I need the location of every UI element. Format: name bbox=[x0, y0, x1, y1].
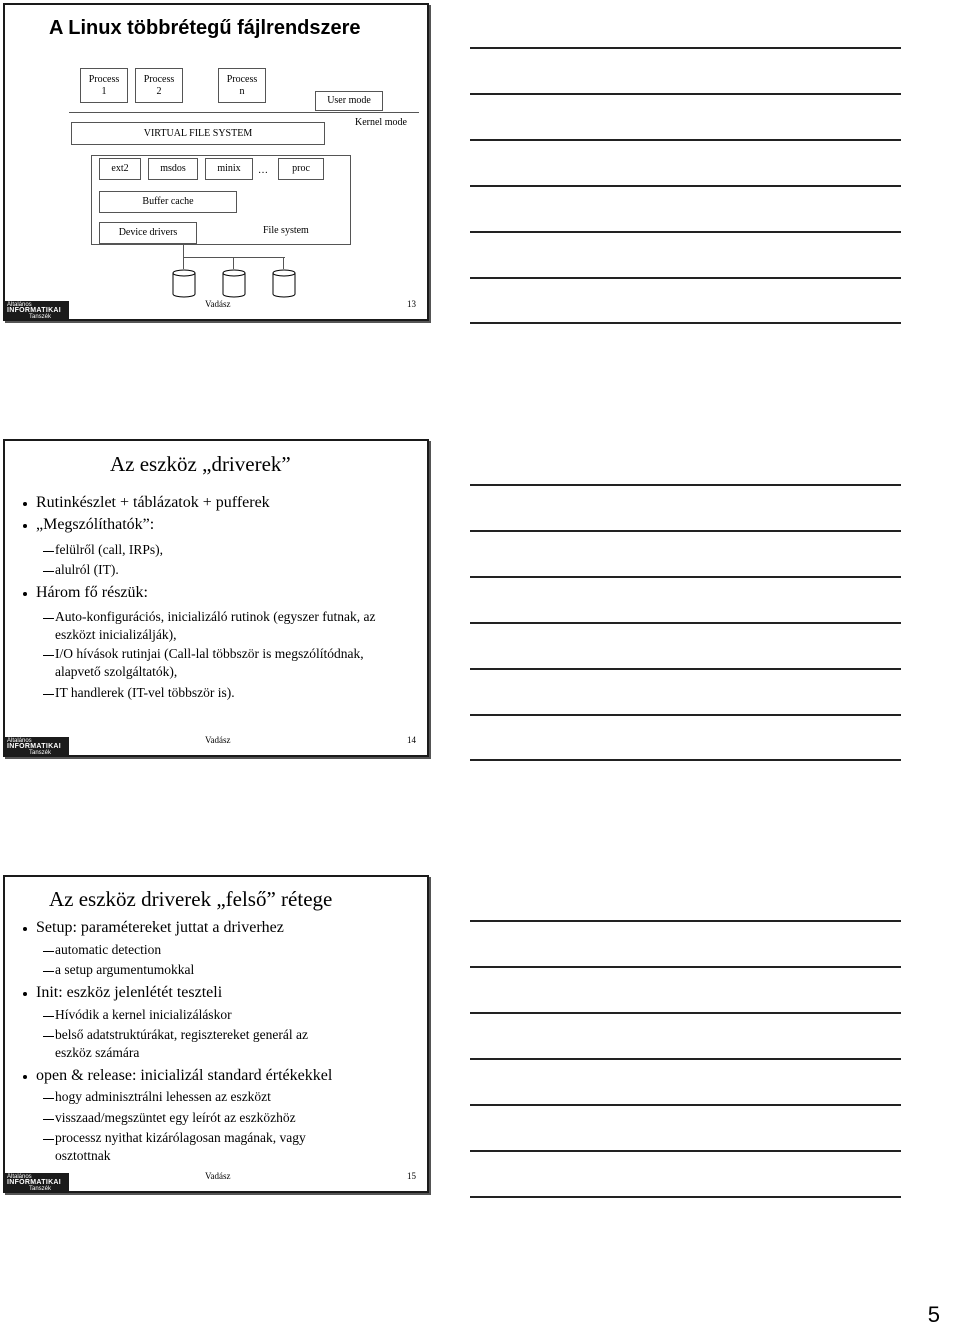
ellipsis-label: … bbox=[258, 165, 268, 176]
process-2-line1: Process bbox=[143, 73, 175, 85]
note-line bbox=[470, 1150, 901, 1152]
slide-number: 15 bbox=[407, 1171, 416, 1181]
note-line bbox=[470, 1104, 901, 1106]
note-line bbox=[470, 530, 901, 532]
note-line bbox=[470, 576, 901, 578]
note-line bbox=[470, 322, 901, 324]
proc-box bbox=[278, 158, 324, 180]
note-line bbox=[470, 484, 901, 486]
logo-line3: Tanszék bbox=[29, 314, 52, 319]
device-drivers-box bbox=[99, 222, 197, 244]
sub-bullet-item: I/O hívások rutinjai (Call-lal többször is megszólítódnak, bbox=[55, 646, 364, 661]
department-logo bbox=[5, 1173, 69, 1191]
disk-bus-line bbox=[183, 257, 285, 258]
slide-15 bbox=[3, 875, 429, 1193]
note-line bbox=[470, 920, 901, 922]
note-line bbox=[470, 622, 901, 624]
note-line bbox=[470, 714, 901, 716]
disk2-connector bbox=[233, 257, 234, 269]
logo-line1: Általános bbox=[7, 1174, 32, 1180]
bullet-item: Init: eszköz jelenlétét teszteli bbox=[36, 984, 223, 1001]
process-2-line2: 2 bbox=[156, 85, 162, 97]
department-logo bbox=[5, 737, 69, 755]
bullet-dot bbox=[23, 927, 27, 931]
bullet-item: Setup: paramétereket juttat a driverhez bbox=[36, 919, 284, 936]
logo-line1: Általános bbox=[7, 738, 32, 744]
bullet-dash bbox=[43, 1119, 54, 1120]
slide-author: Vadász bbox=[205, 735, 231, 745]
bullet-item: open & release: inicializál standard értékekkel bbox=[36, 1067, 333, 1084]
sub-bullet-item: osztottnak bbox=[55, 1148, 111, 1163]
disk1-connector bbox=[183, 257, 184, 269]
bullet-item: „Megszólíthatók”: bbox=[36, 516, 155, 533]
disk-icon bbox=[171, 269, 197, 299]
file-system-label: File system bbox=[263, 225, 309, 236]
sub-bullet-item: Hívódik a kernel inicializáláskor bbox=[55, 1007, 232, 1022]
sub-bullet-item: hogy adminisztrálni lehessen az eszközt bbox=[55, 1089, 271, 1104]
slide-author: Vadász bbox=[205, 299, 231, 309]
buffer-cache-label: Buffer cache bbox=[142, 196, 194, 207]
bullet-item: Három fő részük: bbox=[36, 584, 148, 601]
bullet-dash bbox=[43, 694, 54, 695]
sub-bullet-item: a setup argumentumokkal bbox=[55, 962, 195, 977]
note-line bbox=[470, 759, 901, 761]
minix-box bbox=[205, 158, 253, 180]
process-2-box bbox=[135, 68, 183, 103]
vfs-label: VIRTUAL FILE SYSTEM bbox=[143, 127, 253, 139]
note-line bbox=[470, 93, 901, 95]
logo-line3: Tanszék bbox=[29, 1186, 52, 1191]
note-line bbox=[470, 185, 901, 187]
logo-line2: INFORMATIKAI bbox=[7, 1179, 62, 1186]
bullet-dash bbox=[43, 655, 54, 656]
process-n-line2: n bbox=[239, 85, 245, 97]
bullet-dash bbox=[43, 571, 54, 572]
sub-bullet-item: felülről (call, IRPs), bbox=[55, 542, 163, 557]
mode-boundary-line bbox=[69, 112, 419, 113]
slide-number: 13 bbox=[407, 299, 416, 309]
minix-label: minix bbox=[217, 163, 241, 174]
note-line bbox=[470, 47, 901, 49]
device-drivers-label: Device drivers bbox=[118, 227, 178, 238]
sub-bullet-item: alapvető szolgáltatók), bbox=[55, 664, 178, 679]
disk3-connector bbox=[283, 257, 284, 269]
logo-line1: Általános bbox=[7, 302, 32, 308]
kernel-mode-label: Kernel mode bbox=[355, 117, 407, 128]
sub-bullet-item: visszaad/megszüntet egy leírót az eszközhöz bbox=[55, 1110, 296, 1125]
slide-title: Az eszköz „driverek” bbox=[110, 452, 291, 476]
sub-bullet-item: IT handlerek (IT-vel többször is). bbox=[55, 685, 235, 700]
note-line bbox=[470, 1058, 901, 1060]
note-line bbox=[470, 1196, 901, 1198]
process-1-line1: Process bbox=[88, 73, 120, 85]
vfs-box bbox=[71, 122, 325, 145]
note-line bbox=[470, 139, 901, 141]
disk-icon bbox=[271, 269, 297, 299]
logo-line3: Tanszék bbox=[29, 750, 52, 755]
slide-14 bbox=[3, 439, 429, 757]
sub-bullet-item: processz nyithat kizárólagosan magának, vagy bbox=[55, 1130, 306, 1145]
note-line bbox=[470, 277, 901, 279]
slide-title: A Linux többrétegű fájlrendszere bbox=[49, 17, 361, 39]
ext2-label: ext2 bbox=[111, 163, 129, 174]
user-mode-box bbox=[315, 91, 383, 111]
department-logo bbox=[5, 301, 69, 319]
bullet-dot bbox=[23, 592, 27, 596]
bullet-item: Rutinkészlet + táblázatok + pufferek bbox=[36, 494, 270, 511]
logo-line2: INFORMATIKAI bbox=[7, 743, 62, 750]
msdos-box bbox=[148, 158, 198, 180]
process-n-line1: Process bbox=[226, 73, 258, 85]
slide-13 bbox=[3, 3, 429, 321]
bullet-dot bbox=[23, 502, 27, 506]
proc-label: proc bbox=[292, 163, 310, 174]
bullet-dash bbox=[43, 1036, 54, 1037]
sub-bullet-item: eszköz számára bbox=[55, 1045, 140, 1060]
bullet-dash bbox=[43, 951, 54, 952]
sub-bullet-item: belső adatstruktúrákat, regisztereket generál az bbox=[55, 1027, 308, 1042]
process-1-line2: 1 bbox=[101, 85, 107, 97]
user-mode-label: User mode bbox=[327, 95, 371, 106]
sub-bullet-item: alulról (IT). bbox=[55, 562, 119, 577]
bullet-dash bbox=[43, 551, 54, 552]
ext2-box bbox=[99, 158, 141, 180]
bullet-dot bbox=[23, 992, 27, 996]
process-1-box bbox=[80, 68, 128, 103]
bullet-dash bbox=[43, 1139, 54, 1140]
bullet-dash bbox=[43, 1098, 54, 1099]
disk-icon bbox=[221, 269, 247, 299]
sub-bullet-item: eszközt inicializálják), bbox=[55, 627, 177, 642]
slide-number: 14 bbox=[407, 735, 416, 745]
page-number: 5 bbox=[927, 1302, 940, 1327]
sub-bullet-item: automatic detection bbox=[55, 942, 162, 957]
slide-title: Az eszköz driverek „felső” rétege bbox=[49, 887, 333, 911]
note-line bbox=[470, 966, 901, 968]
msdos-label: msdos bbox=[160, 163, 186, 174]
slide-author: Vadász bbox=[205, 1171, 231, 1181]
logo-line2: INFORMATIKAI bbox=[7, 307, 62, 314]
bullet-dash bbox=[43, 1016, 54, 1017]
sub-bullet-item: Auto-konfigurációs, inicializáló rutinok (egyszer futnak, az bbox=[55, 609, 376, 624]
bullet-dot bbox=[23, 524, 27, 528]
buffer-cache-box bbox=[99, 191, 237, 213]
bullet-dash bbox=[43, 618, 54, 619]
bullet-dash bbox=[43, 971, 54, 972]
note-line bbox=[470, 231, 901, 233]
note-line bbox=[470, 1012, 901, 1014]
note-line bbox=[470, 668, 901, 670]
process-n-box bbox=[218, 68, 266, 103]
bullet-dot bbox=[23, 1075, 27, 1079]
